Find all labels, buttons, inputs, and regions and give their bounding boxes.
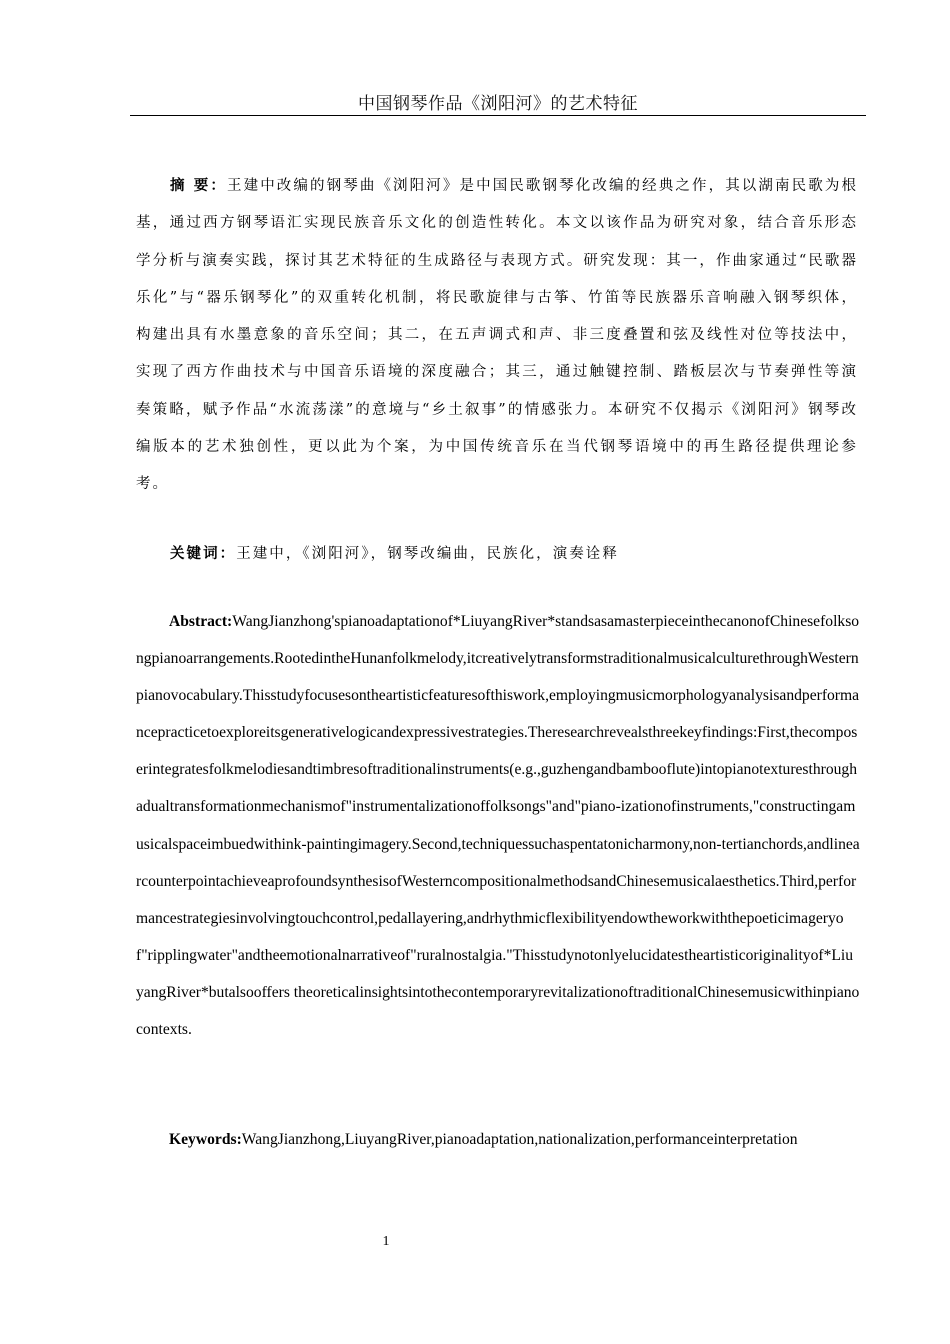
- english-abstract-text: WangJianzhong'spianoadaptationof*LiuyangRiver*standsasamasterpieceinthecanonofChinesefolksongpianoarrangements.RootedintheHunanfolkmelody,itcreativelytransformstraditionalmusicalculturethroughWesternpianovocabulary.Thisstudyfocusesontheartisticfeaturesofthiswork,employingmusicmorphologyanalysisandperformancepracticetoexploreitsgenerativelogicandexpressivestrategies.Theresearchrevealsthreekeyfindings:First,thecomposerintegratesfolkmelodiesandtimbresoftraditionalinstruments(e.g.,guzhengandbambooflute)intopianotexturesthroughadualtransformationmechanismof"instrumentalizationoffolksongs"and"piano-izationofinstruments,"constructingamusicalspaceimbuedwithink-paintingimagery.Second,techniquessuchaspentatonicharmony,non-tertianchords,andlinearcounterpointachieveaprofoundsynthesisofWesterncompositionalmethodsandChinesemusicalaesthetics.Third,performancestrategiesinvolvingtouchcontrol,pedallayering,andrhythmicflexibilityendowtheworkwiththepoeticimageryof"ripplingwater"andtheemotionalnarrativeof"ruralnostalgia."Thisstudynotonlyelucidatestheartisticoriginalityof*LiuyangRiver*butalsooffers theoreticalinsightsintothecontemporaryrevitalizationoftraditionalChinesemusicwithinpianocontexts.: [136, 613, 860, 1039]
- chinese-keywords-text: 王建中，《浏阳河》，钢琴改编曲，民族化，演奏诠释: [236, 546, 619, 562]
- english-keywords: [136, 1121, 860, 1158]
- english-keywords-label: Keywords:: [169, 1131, 242, 1148]
- page-number: 1: [382, 1234, 390, 1249]
- chinese-abstract-text: 王建中改编的钢琴曲《浏阳河》是中国民歌钢琴化改编的经典之作，其以湖南民歌为根基，通过西方钢琴语汇实现民族音乐文化的创造性转化。本文以该作品为研究对象，结合音乐形态学分析与演奏实践，探讨其艺术特征的生成路径与表现方式。研究发现：其一，作曲家通过“民歌器乐化”与“器乐钢琴化”的双重转化机制，将民歌旋律与古筝、竹笛等民族器乐音响融入钢琴织体，构建出具有水墨意象的音乐空间；其二，在五声调式和声、非三度叠置和弦及线性对位等技法中，实现了西方作曲技术与中国音乐语境的深度融合；其三，通过触键控制、踏板层次与节奏弹性等演奏策略，赋予作品“水流荡漾”的意境与“乡土叙事”的情感张力。本研究不仅揭示《浏阳河》钢琴改编版本的艺术独创性，更以此为个案，为中国传统音乐在当代钢琴语境中的再生路径提供理论参考。: [136, 178, 858, 493]
- english-abstract: [136, 603, 860, 1048]
- chinese-abstract: [136, 167, 858, 504]
- english-abstract-label: Abstract:: [169, 613, 233, 630]
- chinese-keywords: [136, 535, 858, 573]
- header-rule: [130, 115, 866, 116]
- page-header-title: 中国钢琴作品《浏阳河》的艺术特征: [358, 94, 638, 114]
- english-keywords-text: WangJianzhong,LiuyangRiver,pianoadaptation,nationalization,performanceinterpretation: [241, 1131, 798, 1148]
- chinese-keywords-label: 关键词：: [170, 545, 237, 562]
- chinese-abstract-label: 摘 要：: [170, 177, 227, 194]
